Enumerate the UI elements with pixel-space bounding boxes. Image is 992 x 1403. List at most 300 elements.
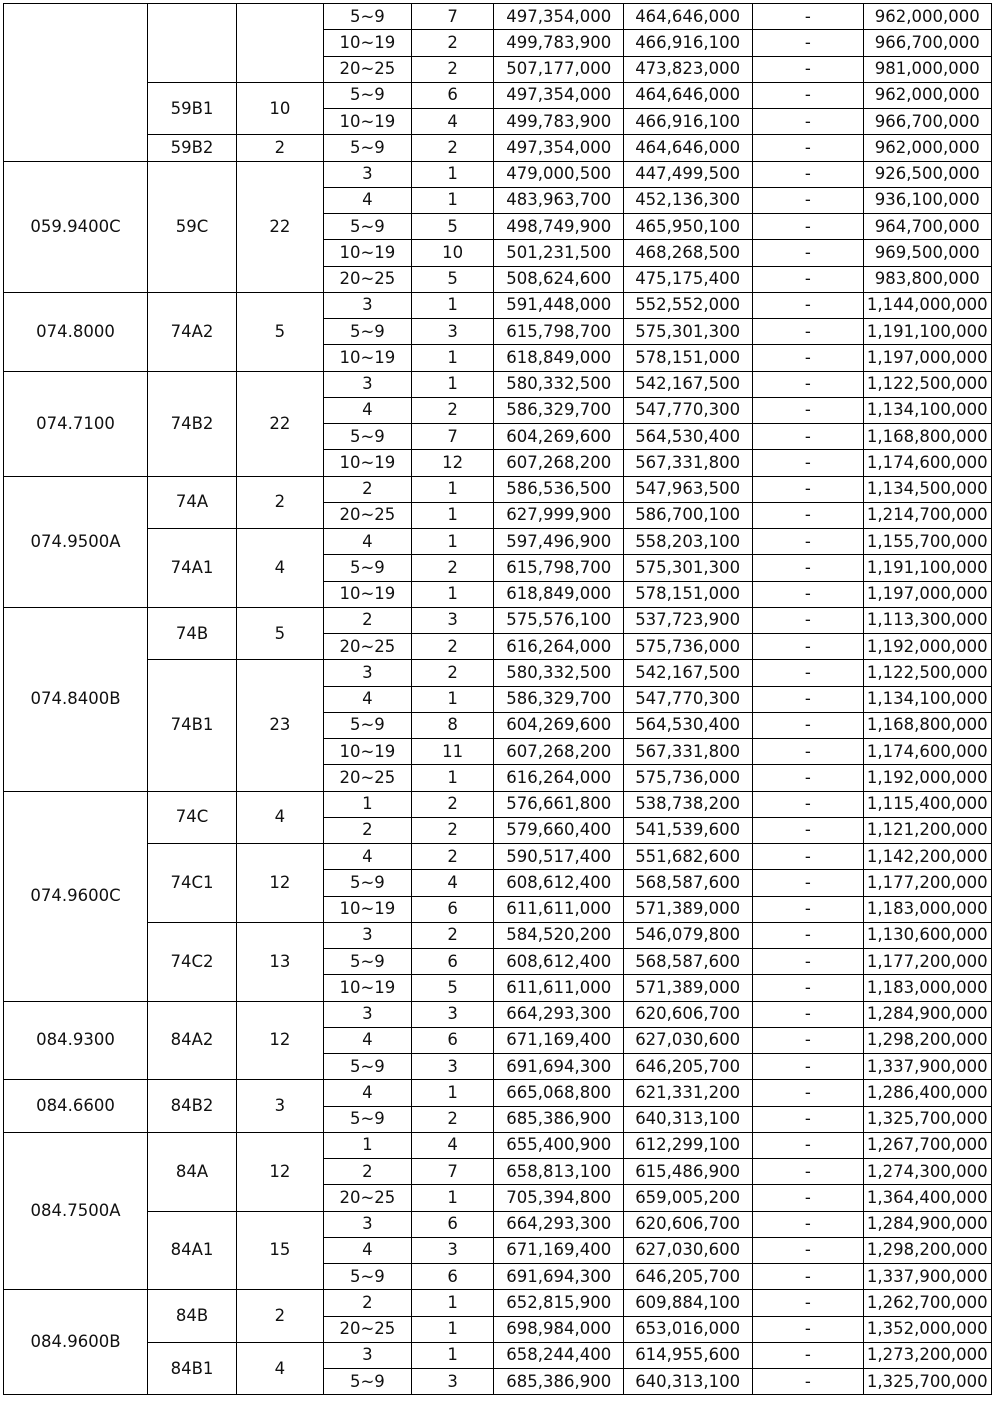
table-row <box>4 82 992 108</box>
building-price-cell: 551,682,600 <box>624 844 753 870</box>
table-row <box>4 660 992 686</box>
land-price-cell: 497,354,000 <box>494 82 624 108</box>
land-price-cell: 584,520,200 <box>494 922 624 948</box>
housing-code-cell: 074.8000 <box>4 292 148 371</box>
floor-cell: 3 <box>323 292 411 318</box>
housing-type-cell: 74C1 <box>148 844 237 923</box>
unit-count-cell: 1 <box>411 1185 493 1211</box>
total-price-cell: 964,700,000 <box>863 214 991 240</box>
unit-count-cell: 2 <box>411 1106 493 1132</box>
total-price-cell: 926,500,000 <box>863 161 991 187</box>
building-price-cell: 558,203,100 <box>624 529 753 555</box>
type-total-cell: 12 <box>236 1132 323 1211</box>
floor-cell: 4 <box>323 187 411 213</box>
housing-type-cell: 74B <box>148 607 237 660</box>
land-price-cell: 497,354,000 <box>494 135 624 161</box>
total-price-cell: 1,134,500,000 <box>863 476 991 502</box>
land-price-cell: 499,783,900 <box>494 30 624 56</box>
housing-type-cell <box>148 4 237 83</box>
building-price-cell: 547,963,500 <box>624 476 753 502</box>
total-price-cell: 1,183,000,000 <box>863 975 991 1001</box>
vat-cell: - <box>753 266 863 292</box>
unit-count-cell: 2 <box>411 555 493 581</box>
vat-cell: - <box>753 712 863 738</box>
building-price-cell: 646,205,700 <box>624 1054 753 1080</box>
building-price-cell: 475,175,400 <box>624 266 753 292</box>
building-price-cell: 659,005,200 <box>624 1185 753 1211</box>
unit-count-cell: 5 <box>411 266 493 292</box>
total-price-cell: 1,130,600,000 <box>863 922 991 948</box>
vat-cell: - <box>753 765 863 791</box>
total-price-cell: 1,352,000,000 <box>863 1316 991 1342</box>
building-price-cell: 575,736,000 <box>624 634 753 660</box>
land-price-cell: 611,611,000 <box>494 975 624 1001</box>
vat-cell: - <box>753 30 863 56</box>
housing-type-cell: 84A2 <box>148 1001 237 1080</box>
vat-cell: - <box>753 1027 863 1053</box>
housing-type-cell: 84B2 <box>148 1080 237 1133</box>
unit-count-cell: 1 <box>411 187 493 213</box>
total-price-cell: 1,197,000,000 <box>863 581 991 607</box>
unit-count-cell: 6 <box>411 1027 493 1053</box>
total-price-cell: 1,214,700,000 <box>863 502 991 528</box>
unit-count-cell: 6 <box>411 82 493 108</box>
land-price-cell: 508,624,600 <box>494 266 624 292</box>
building-price-cell: 564,530,400 <box>624 712 753 738</box>
floor-cell: 3 <box>323 161 411 187</box>
table-row <box>4 1080 992 1106</box>
floor-cell: 5~9 <box>323 1369 411 1395</box>
type-total-cell: 4 <box>236 791 323 844</box>
unit-count-cell: 2 <box>411 634 493 660</box>
total-price-cell: 1,168,800,000 <box>863 712 991 738</box>
housing-code-cell: 059.9400C <box>4 161 148 292</box>
floor-cell: 4 <box>323 686 411 712</box>
unit-count-cell: 2 <box>411 56 493 82</box>
vat-cell: - <box>753 476 863 502</box>
land-price-cell: 586,536,500 <box>494 476 624 502</box>
land-price-cell: 580,332,500 <box>494 660 624 686</box>
building-price-cell: 640,313,100 <box>624 1369 753 1395</box>
building-price-cell: 646,205,700 <box>624 1264 753 1290</box>
land-price-cell: 658,244,400 <box>494 1342 624 1368</box>
table-row <box>4 922 992 948</box>
vat-cell: - <box>753 187 863 213</box>
unit-count-cell: 3 <box>411 1054 493 1080</box>
housing-type-cell: 74C2 <box>148 922 237 1001</box>
building-price-cell: 466,916,100 <box>624 109 753 135</box>
floor-cell: 20~25 <box>323 266 411 292</box>
building-price-cell: 568,587,600 <box>624 949 753 975</box>
building-price-cell: 640,313,100 <box>624 1106 753 1132</box>
type-total-cell: 4 <box>236 529 323 608</box>
building-price-cell: 538,738,200 <box>624 791 753 817</box>
housing-type-cell: 74A1 <box>148 529 237 608</box>
vat-cell: - <box>753 686 863 712</box>
building-price-cell: 547,770,300 <box>624 397 753 423</box>
building-price-cell: 575,301,300 <box>624 555 753 581</box>
land-price-cell: 652,815,900 <box>494 1290 624 1316</box>
total-price-cell: 1,284,900,000 <box>863 1211 991 1237</box>
unit-count-cell: 1 <box>411 1316 493 1342</box>
land-price-cell: 618,849,000 <box>494 581 624 607</box>
building-price-cell: 464,646,000 <box>624 82 753 108</box>
land-price-cell: 665,068,800 <box>494 1080 624 1106</box>
building-price-cell: 615,486,900 <box>624 1159 753 1185</box>
housing-code-cell: 084.7500A <box>4 1132 148 1290</box>
table-row <box>4 1290 992 1316</box>
vat-cell: - <box>753 371 863 397</box>
total-price-cell: 1,183,000,000 <box>863 896 991 922</box>
total-price-cell: 962,000,000 <box>863 4 991 30</box>
floor-cell: 1 <box>323 1132 411 1158</box>
floor-cell: 5~9 <box>323 949 411 975</box>
land-price-cell: 483,963,700 <box>494 187 624 213</box>
unit-count-cell: 7 <box>411 4 493 30</box>
floor-cell: 10~19 <box>323 30 411 56</box>
unit-count-cell: 1 <box>411 161 493 187</box>
building-price-cell: 464,646,000 <box>624 4 753 30</box>
housing-type-cell: 84A <box>148 1132 237 1211</box>
land-price-cell: 658,813,100 <box>494 1159 624 1185</box>
total-price-cell: 983,800,000 <box>863 266 991 292</box>
unit-count-cell: 10 <box>411 240 493 266</box>
table-row <box>4 1132 992 1158</box>
total-price-cell: 1,197,000,000 <box>863 345 991 371</box>
floor-cell: 3 <box>323 1211 411 1237</box>
floor-cell: 5~9 <box>323 712 411 738</box>
building-price-cell: 609,884,100 <box>624 1290 753 1316</box>
land-price-cell: 671,169,400 <box>494 1027 624 1053</box>
building-price-cell: 612,299,100 <box>624 1132 753 1158</box>
building-price-cell: 620,606,700 <box>624 1211 753 1237</box>
land-price-cell: 590,517,400 <box>494 844 624 870</box>
building-price-cell: 571,389,000 <box>624 975 753 1001</box>
land-price-cell: 685,386,900 <box>494 1106 624 1132</box>
land-price-cell: 591,448,000 <box>494 292 624 318</box>
vat-cell: - <box>753 870 863 896</box>
land-price-cell: 627,999,900 <box>494 502 624 528</box>
vat-cell: - <box>753 1211 863 1237</box>
vat-cell: - <box>753 1316 863 1342</box>
type-total-cell: 10 <box>236 82 323 135</box>
land-price-cell: 705,394,800 <box>494 1185 624 1211</box>
total-price-cell: 962,000,000 <box>863 135 991 161</box>
vat-cell: - <box>753 791 863 817</box>
total-price-cell: 1,298,200,000 <box>863 1027 991 1053</box>
unit-count-cell: 3 <box>411 1001 493 1027</box>
vat-cell: - <box>753 1264 863 1290</box>
building-price-cell: 575,301,300 <box>624 319 753 345</box>
building-price-cell: 542,167,500 <box>624 660 753 686</box>
vat-cell: - <box>753 529 863 555</box>
floor-cell: 4 <box>323 529 411 555</box>
floor-cell: 10~19 <box>323 109 411 135</box>
building-price-cell: 586,700,100 <box>624 502 753 528</box>
total-price-cell: 1,262,700,000 <box>863 1290 991 1316</box>
unit-count-cell: 3 <box>411 1237 493 1263</box>
land-price-cell: 579,660,400 <box>494 817 624 843</box>
housing-code-cell: 074.7100 <box>4 371 148 476</box>
price-table <box>3 3 992 1395</box>
land-price-cell: 498,749,900 <box>494 214 624 240</box>
unit-count-cell: 1 <box>411 529 493 555</box>
total-price-cell: 1,134,100,000 <box>863 686 991 712</box>
table-row <box>4 844 992 870</box>
total-price-cell: 1,273,200,000 <box>863 1342 991 1368</box>
unit-count-cell: 7 <box>411 424 493 450</box>
total-price-cell: 1,174,600,000 <box>863 739 991 765</box>
vat-cell: - <box>753 1185 863 1211</box>
table-row <box>4 371 992 397</box>
vat-cell: - <box>753 634 863 660</box>
building-price-cell: 571,389,000 <box>624 896 753 922</box>
land-price-cell: 604,269,600 <box>494 424 624 450</box>
type-total-cell: 2 <box>236 135 323 161</box>
building-price-cell: 546,079,800 <box>624 922 753 948</box>
building-price-cell: 578,151,000 <box>624 345 753 371</box>
unit-count-cell: 8 <box>411 712 493 738</box>
total-price-cell: 1,337,900,000 <box>863 1054 991 1080</box>
total-price-cell: 1,115,400,000 <box>863 791 991 817</box>
vat-cell: - <box>753 109 863 135</box>
land-price-cell: 576,661,800 <box>494 791 624 817</box>
vat-cell: - <box>753 1001 863 1027</box>
housing-type-cell: 74C <box>148 791 237 844</box>
housing-type-cell: 84B <box>148 1290 237 1343</box>
type-total-cell: 5 <box>236 607 323 660</box>
floor-cell: 3 <box>323 922 411 948</box>
land-price-cell: 607,268,200 <box>494 450 624 476</box>
land-price-cell: 664,293,300 <box>494 1001 624 1027</box>
land-price-cell: 616,264,000 <box>494 634 624 660</box>
vat-cell: - <box>753 56 863 82</box>
unit-count-cell: 2 <box>411 817 493 843</box>
land-price-cell: 691,694,300 <box>494 1054 624 1080</box>
housing-type-cell: 74A2 <box>148 292 237 371</box>
land-price-cell: 615,798,700 <box>494 555 624 581</box>
table-row <box>4 476 992 502</box>
vat-cell: - <box>753 450 863 476</box>
floor-cell: 5~9 <box>323 424 411 450</box>
floor-cell: 5~9 <box>323 82 411 108</box>
building-price-cell: 466,916,100 <box>624 30 753 56</box>
unit-count-cell: 1 <box>411 765 493 791</box>
table-row <box>4 607 992 633</box>
vat-cell: - <box>753 1237 863 1263</box>
unit-count-cell: 12 <box>411 450 493 476</box>
floor-cell: 1 <box>323 791 411 817</box>
total-price-cell: 966,700,000 <box>863 109 991 135</box>
vat-cell: - <box>753 1159 863 1185</box>
total-price-cell: 1,267,700,000 <box>863 1132 991 1158</box>
land-price-cell: 608,612,400 <box>494 949 624 975</box>
table-row <box>4 135 992 161</box>
total-price-cell: 966,700,000 <box>863 30 991 56</box>
floor-cell: 4 <box>323 844 411 870</box>
floor-cell: 20~25 <box>323 765 411 791</box>
total-price-cell: 969,500,000 <box>863 240 991 266</box>
floor-cell: 20~25 <box>323 502 411 528</box>
floor-cell: 5~9 <box>323 4 411 30</box>
total-price-cell: 1,134,100,000 <box>863 397 991 423</box>
total-price-cell: 1,337,900,000 <box>863 1264 991 1290</box>
land-price-cell: 611,611,000 <box>494 896 624 922</box>
unit-count-cell: 4 <box>411 109 493 135</box>
building-price-cell: 568,587,600 <box>624 870 753 896</box>
unit-count-cell: 6 <box>411 949 493 975</box>
vat-cell: - <box>753 922 863 948</box>
building-price-cell: 620,606,700 <box>624 1001 753 1027</box>
land-price-cell: 618,849,000 <box>494 345 624 371</box>
building-price-cell: 464,646,000 <box>624 135 753 161</box>
building-price-cell: 627,030,600 <box>624 1027 753 1053</box>
floor-cell: 3 <box>323 1001 411 1027</box>
type-total-cell: 13 <box>236 922 323 1001</box>
type-total-cell: 2 <box>236 1290 323 1343</box>
type-total-cell: 22 <box>236 371 323 476</box>
building-price-cell: 541,539,600 <box>624 817 753 843</box>
table-row <box>4 292 992 318</box>
unit-count-cell: 1 <box>411 1342 493 1368</box>
land-price-cell: 479,000,500 <box>494 161 624 187</box>
unit-count-cell: 6 <box>411 896 493 922</box>
total-price-cell: 1,192,000,000 <box>863 765 991 791</box>
unit-count-cell: 2 <box>411 397 493 423</box>
floor-cell: 10~19 <box>323 345 411 371</box>
vat-cell: - <box>753 292 863 318</box>
unit-count-cell: 3 <box>411 1369 493 1395</box>
floor-cell: 2 <box>323 1290 411 1316</box>
floor-cell: 5~9 <box>323 1054 411 1080</box>
type-total-cell: 15 <box>236 1211 323 1290</box>
land-price-cell: 685,386,900 <box>494 1369 624 1395</box>
vat-cell: - <box>753 817 863 843</box>
total-price-cell: 1,177,200,000 <box>863 949 991 975</box>
total-price-cell: 1,286,400,000 <box>863 1080 991 1106</box>
housing-type-cell: 59C <box>148 161 237 292</box>
unit-count-cell: 2 <box>411 791 493 817</box>
housing-code-cell: 074.9500A <box>4 476 148 607</box>
unit-count-cell: 5 <box>411 975 493 1001</box>
vat-cell: - <box>753 345 863 371</box>
type-total-cell: 5 <box>236 292 323 371</box>
vat-cell: - <box>753 397 863 423</box>
unit-count-cell: 2 <box>411 135 493 161</box>
total-price-cell: 1,274,300,000 <box>863 1159 991 1185</box>
vat-cell: - <box>753 1106 863 1132</box>
table-row <box>4 161 992 187</box>
building-price-cell: 552,552,000 <box>624 292 753 318</box>
building-price-cell: 653,016,000 <box>624 1316 753 1342</box>
housing-type-cell: 84A1 <box>148 1211 237 1290</box>
floor-cell: 10~19 <box>323 739 411 765</box>
total-price-cell: 981,000,000 <box>863 56 991 82</box>
total-price-cell: 1,122,500,000 <box>863 660 991 686</box>
floor-cell: 3 <box>323 1342 411 1368</box>
housing-code-cell <box>4 4 148 162</box>
total-price-cell: 1,177,200,000 <box>863 870 991 896</box>
unit-count-cell: 5 <box>411 214 493 240</box>
floor-cell: 3 <box>323 660 411 686</box>
vat-cell: - <box>753 1080 863 1106</box>
vat-cell: - <box>753 4 863 30</box>
vat-cell: - <box>753 214 863 240</box>
unit-count-cell: 4 <box>411 870 493 896</box>
floor-cell: 5~9 <box>323 319 411 345</box>
building-price-cell: 567,331,800 <box>624 739 753 765</box>
land-price-cell: 616,264,000 <box>494 765 624 791</box>
vat-cell: - <box>753 502 863 528</box>
building-price-cell: 564,530,400 <box>624 424 753 450</box>
total-price-cell: 1,155,700,000 <box>863 529 991 555</box>
unit-count-cell: 1 <box>411 345 493 371</box>
table-row <box>4 1211 992 1237</box>
floor-cell: 5~9 <box>323 1106 411 1132</box>
building-price-cell: 537,723,900 <box>624 607 753 633</box>
building-price-cell: 542,167,500 <box>624 371 753 397</box>
unit-count-cell: 1 <box>411 581 493 607</box>
total-price-cell: 1,144,000,000 <box>863 292 991 318</box>
vat-cell: - <box>753 896 863 922</box>
unit-count-cell: 1 <box>411 292 493 318</box>
type-total-cell: 3 <box>236 1080 323 1133</box>
vat-cell: - <box>753 607 863 633</box>
vat-cell: - <box>753 135 863 161</box>
land-price-cell: 597,496,900 <box>494 529 624 555</box>
type-total-cell: 23 <box>236 660 323 791</box>
land-price-cell: 664,293,300 <box>494 1211 624 1237</box>
housing-code-cell: 074.8400B <box>4 607 148 791</box>
land-price-cell: 507,177,000 <box>494 56 624 82</box>
unit-count-cell: 2 <box>411 844 493 870</box>
vat-cell: - <box>753 1132 863 1158</box>
housing-type-cell: 74B1 <box>148 660 237 791</box>
vat-cell: - <box>753 949 863 975</box>
vat-cell: - <box>753 660 863 686</box>
total-price-cell: 1,191,100,000 <box>863 319 991 345</box>
vat-cell: - <box>753 319 863 345</box>
total-price-cell: 1,298,200,000 <box>863 1237 991 1263</box>
housing-code-cell: 084.9600B <box>4 1290 148 1395</box>
vat-cell: - <box>753 844 863 870</box>
vat-cell: - <box>753 240 863 266</box>
table-row <box>4 529 992 555</box>
floor-cell: 20~25 <box>323 1316 411 1342</box>
land-price-cell: 698,984,000 <box>494 1316 624 1342</box>
floor-cell: 10~19 <box>323 450 411 476</box>
land-price-cell: 691,694,300 <box>494 1264 624 1290</box>
total-price-cell: 1,174,600,000 <box>863 450 991 476</box>
building-price-cell: 567,331,800 <box>624 450 753 476</box>
floor-cell: 5~9 <box>323 555 411 581</box>
type-total-cell: 12 <box>236 844 323 923</box>
vat-cell: - <box>753 581 863 607</box>
unit-count-cell: 2 <box>411 660 493 686</box>
land-price-cell: 671,169,400 <box>494 1237 624 1263</box>
housing-code-cell: 084.9300 <box>4 1001 148 1080</box>
floor-cell: 3 <box>323 371 411 397</box>
housing-type-cell: 74B2 <box>148 371 237 476</box>
vat-cell: - <box>753 161 863 187</box>
unit-count-cell: 11 <box>411 739 493 765</box>
housing-code-cell: 084.6600 <box>4 1080 148 1133</box>
vat-cell: - <box>753 739 863 765</box>
table-row <box>4 4 992 30</box>
building-price-cell: 468,268,500 <box>624 240 753 266</box>
building-price-cell: 447,499,500 <box>624 161 753 187</box>
vat-cell: - <box>753 424 863 450</box>
